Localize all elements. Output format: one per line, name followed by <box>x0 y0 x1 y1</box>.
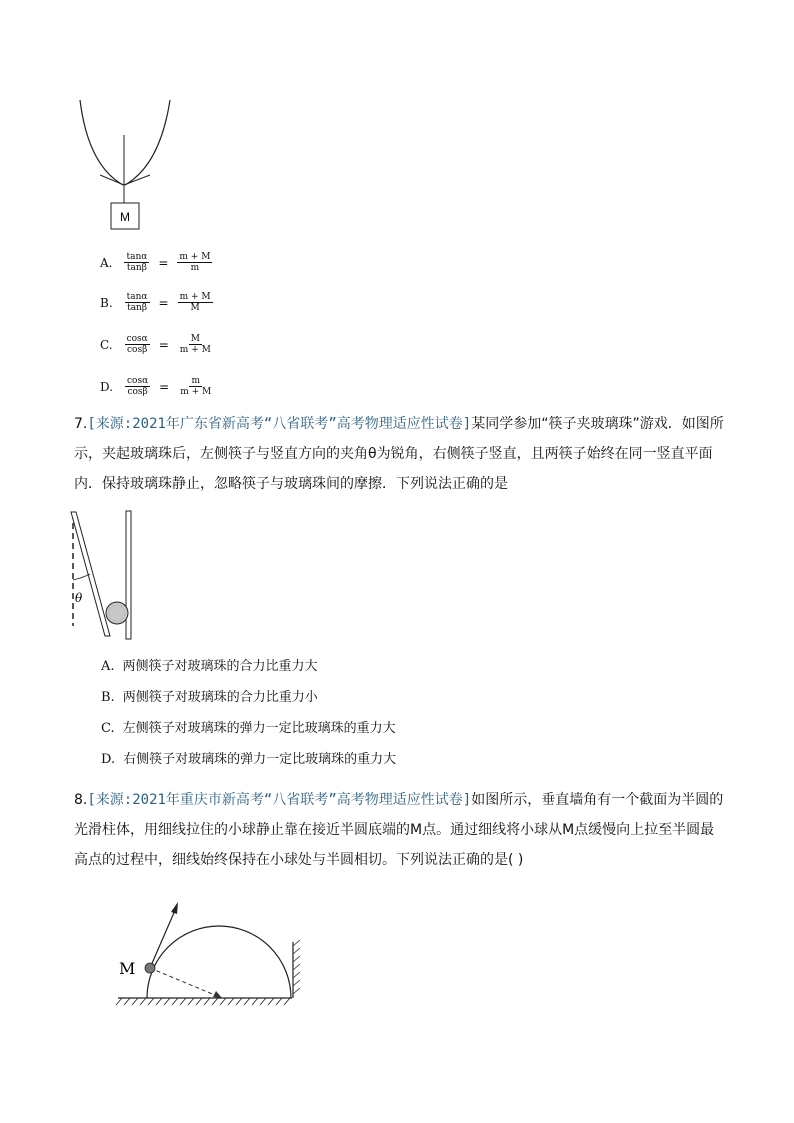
ground-hatching <box>116 998 290 1005</box>
q6-option-a: A. $\frac{\tan\alpha}{\tan\beta}$ = $\frac{m + M}{m}$ <box>100 252 211 273</box>
fraction-rhs: $\frac{m}{m + M}$ <box>180 376 212 397</box>
dashed-radius-arrowhead <box>213 991 222 998</box>
question-number: 8. <box>74 792 88 808</box>
question-source: [来源:2021年重庆市新高考“八省联考”高考物理适应性试卷] <box>87 792 472 808</box>
bowl-right-curve <box>125 100 170 185</box>
string-line <box>150 908 176 968</box>
q6-option-d: D. $\frac{\cos\alpha}{\cos\beta}$ = $\frac{m}{m + M}$ <box>100 376 212 397</box>
bowl-left-curve <box>80 100 123 185</box>
q6-option-c: C. $\frac{\cos\alpha}{\cos\beta}$ = $\frac{M}{m + M}$ <box>100 334 211 355</box>
fraction-lhs: $\frac{\tan\alpha}{\tan\beta}$ <box>126 292 148 313</box>
ball <box>145 963 155 973</box>
angle-arc <box>73 574 90 580</box>
fraction-lhs: $\frac{\cos\alpha}{\cos\beta}$ <box>127 376 149 397</box>
fraction-rhs: $\frac{m + M}{M}$ <box>179 292 211 313</box>
string-arrowhead <box>171 902 178 914</box>
question-number: 7. <box>74 416 88 432</box>
dashed-radius <box>150 968 222 998</box>
question-7 <box>74 409 724 499</box>
question-source: [来源:2021年广东省新高考“八省联考”高考物理适应性试卷] <box>87 416 472 432</box>
wall-hatching <box>293 940 300 994</box>
q7-option-c: C. 左侧筷子对玻璃珠的弹力一定比玻璃珠的重力大 <box>101 721 396 736</box>
semicircle <box>147 926 291 998</box>
figure-semicircle <box>110 862 310 1012</box>
q7-option-d: D. 右侧筷子对玻璃珠的弹力一定比玻璃珠的重力大 <box>101 752 397 767</box>
fraction-lhs: $\frac{\cos\alpha}{\cos\beta}$ <box>126 334 148 355</box>
right-chopstick <box>126 511 131 639</box>
angle-label: θ <box>75 591 83 605</box>
question-text: 某同学参加“筷子夹玻璃珠”游戏．如图所示，夹起玻璃珠后，左侧筷子与竖直方向的夹角θ为锐角，右侧筷子竖直，且两筷子始终在同一竖直平面内．保持玻璃珠静止，忽略筷子与玻璃珠间的摩擦．下列说法正确的是 <box>74 416 724 492</box>
left-chopstick <box>71 512 110 636</box>
q6-option-b: B. $\frac{\tan\alpha}{\tan\beta}$ = $\frac{m + M}{M}$ <box>100 292 211 313</box>
figure-bowl-mass <box>70 95 180 235</box>
fraction-lhs: $\frac{\tan\alpha}{\tan\beta}$ <box>126 252 148 273</box>
fraction-rhs: $\frac{m + M}{m}$ <box>179 252 211 273</box>
question-text: 如图所示，垂直墙角有一个截面为半圆的光滑柱体，用细线拉住的小球静止靠在接近半圆底端的M点。通过细线将小球从M点缓慢向上拉至半圆最高点的过程中，细线始终保持在小球处与半圆相切。下列说法正确的是( ) <box>74 792 724 868</box>
point-label: M <box>119 959 136 978</box>
figure-chopsticks <box>66 508 146 643</box>
fraction-rhs: $\frac{M}{m + M}$ <box>179 334 211 355</box>
q7-option-a: A. 两侧筷子对玻璃珠的合力比重力大 <box>101 659 318 674</box>
mass-label: M <box>120 210 130 224</box>
q7-option-b: B. 两侧筷子对玻璃珠的合力比重力小 <box>101 690 318 705</box>
